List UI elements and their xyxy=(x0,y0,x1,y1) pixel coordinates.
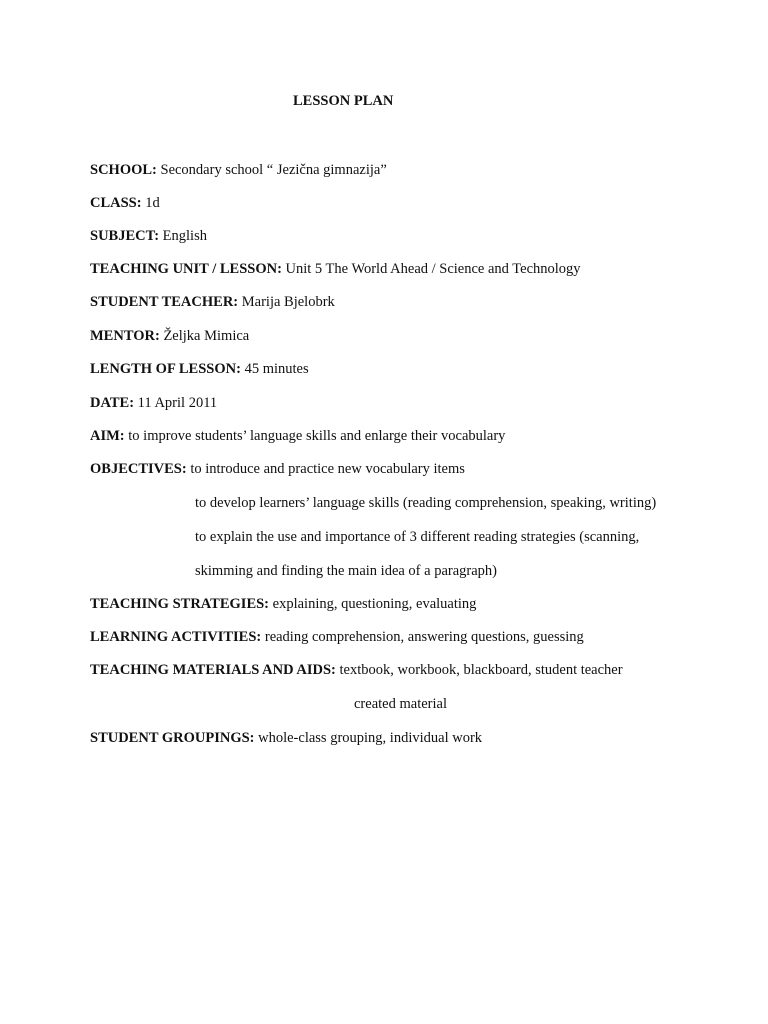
mentor-label: MENTOR: xyxy=(90,328,160,344)
subject-label: SUBJECT: xyxy=(90,228,160,244)
learning-activities-value: reading comprehension, answering questions, guessing xyxy=(264,629,584,645)
mentor-value: Željka Mimica xyxy=(163,328,250,344)
school-label: SCHOOL: xyxy=(90,162,157,178)
objectives-label: OBJECTIVES: xyxy=(90,461,187,477)
student-teacher-label: STUDENT TEACHER: xyxy=(90,294,239,310)
learning-activities-row xyxy=(90,627,584,647)
objectives-row xyxy=(90,459,465,479)
mentor-row xyxy=(90,326,249,346)
materials-label: TEACHING MATERIALS AND AIDS: xyxy=(90,662,336,678)
materials-row xyxy=(90,660,623,680)
teaching-strategies-row xyxy=(90,594,476,614)
teaching-unit-label: TEACHING UNIT / LESSON: xyxy=(90,261,282,277)
materials-value: textbook, workbook, blackboard, student teacher xyxy=(339,662,623,678)
subject-value: English xyxy=(162,228,207,244)
class-value: 1d xyxy=(145,195,160,211)
objective-item: to develop learners’ language skills (reading comprehension, speaking, writing) xyxy=(195,495,657,511)
teaching-unit-value: Unit 5 The World Ahead / Science and Technology xyxy=(285,261,581,277)
student-teacher-value: Marija Bjelobrk xyxy=(241,294,335,310)
objective-item: to explain the use and importance of 3 different reading strategies (scanning, xyxy=(195,529,640,545)
groupings-value: whole-class grouping, individual work xyxy=(258,730,483,746)
date-value: 11 April 2011 xyxy=(137,395,218,411)
aim-row xyxy=(90,426,505,446)
date-label: DATE: xyxy=(90,395,135,411)
groupings-label: STUDENT GROUPINGS: xyxy=(90,730,255,746)
length-row xyxy=(90,359,309,379)
materials-value-continued: created material xyxy=(354,696,447,712)
class-row xyxy=(90,193,160,213)
subject-row xyxy=(90,226,207,246)
length-label: LENGTH OF LESSON: xyxy=(90,361,241,377)
groupings-row xyxy=(90,728,482,748)
page-title: LESSON PLAN xyxy=(293,93,394,109)
learning-activities-label: LEARNING ACTIVITIES: xyxy=(90,629,262,645)
aim-value: to improve students’ language skills and enlarge their vocabulary xyxy=(128,428,506,444)
school-value: Secondary school “ Jezična gimnazija” xyxy=(160,162,387,178)
teaching-strategies-value: explaining, questioning, evaluating xyxy=(272,596,477,612)
length-value: 45 minutes xyxy=(244,361,309,377)
teaching-unit-row xyxy=(90,259,581,279)
teaching-strategies-label: TEACHING STRATEGIES: xyxy=(90,596,270,612)
date-row xyxy=(90,393,217,413)
class-label: CLASS: xyxy=(90,195,142,211)
aim-label: AIM: xyxy=(90,428,125,444)
objective-item: skimming and finding the main idea of a paragraph) xyxy=(195,563,497,579)
objective-item: to introduce and practice new vocabulary items xyxy=(190,461,465,477)
school-row xyxy=(90,160,387,180)
student-teacher-row xyxy=(90,292,335,312)
